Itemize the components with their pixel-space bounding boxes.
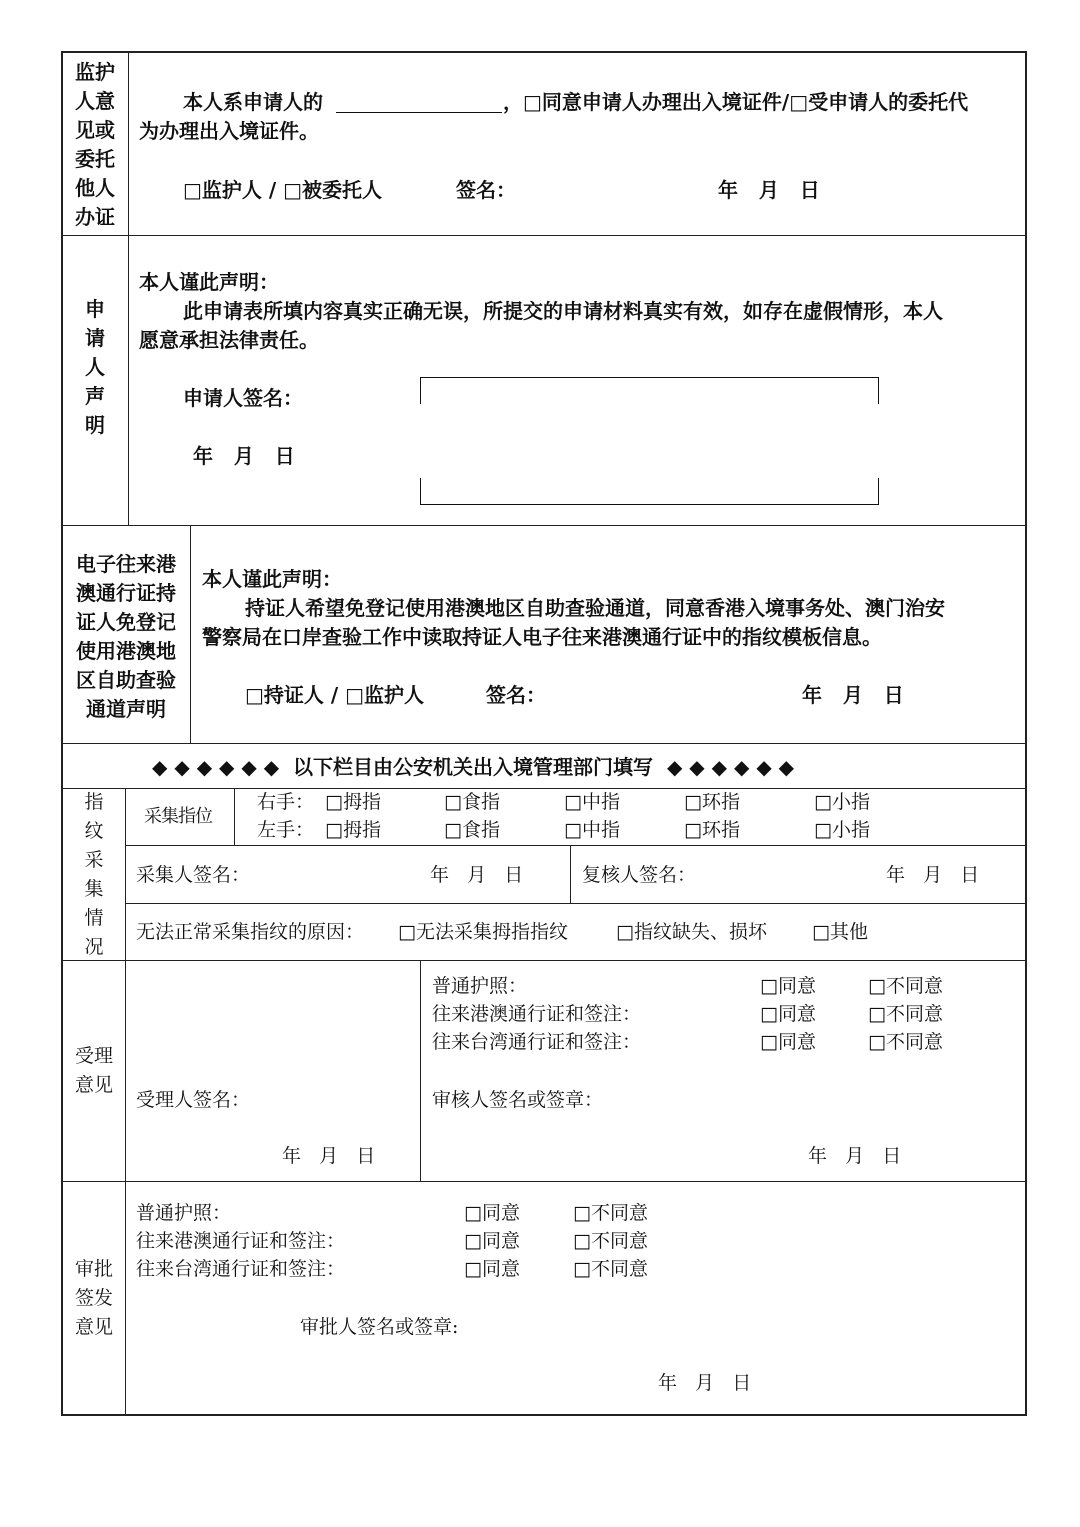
right-little-checkbox[interactable]: □小指 (814, 791, 870, 813)
auditor-date: 年 月 日 (808, 1145, 902, 1167)
guardian-label: 监护 人意 见或 委托 他人 办证 (75, 60, 115, 229)
divider (125, 845, 1027, 846)
acceptance-item-hkmo: 往来港澳通行证和签注： (432, 1003, 642, 1025)
divider (234, 788, 235, 845)
eep-sign-label: 签名： (486, 683, 546, 707)
left-ring-checkbox[interactable]: □环指 (684, 819, 740, 841)
left-hand-label: 左手： (257, 819, 315, 841)
acceptance-hkmo-agree[interactable]: □同意 (760, 1003, 816, 1025)
approval-tw-agree[interactable]: □同意 (464, 1258, 520, 1280)
divider (61, 743, 1027, 744)
approver-sign-label: 审批人签名或签章: (300, 1316, 459, 1338)
reviewer-date: 年 月 日 (886, 864, 980, 886)
guardian-date: 年 月 日 (718, 178, 820, 202)
guardian-sign-label: 签名： (456, 178, 516, 202)
left-little-checkbox[interactable]: □小指 (814, 819, 870, 841)
signature-box-top[interactable] (420, 377, 879, 404)
acceptance-hkmo-disagree[interactable]: □不同意 (868, 1003, 943, 1025)
collector-date: 年 月 日 (430, 864, 524, 886)
approval-passport-disagree[interactable]: □不同意 (573, 1202, 648, 1224)
relationship-blank[interactable] (336, 112, 502, 113)
acceptance-tw-disagree[interactable]: □不同意 (868, 1031, 943, 1053)
divider (190, 525, 191, 743)
receiver-sign-label: 受理人签名： (136, 1089, 251, 1111)
approval-item-hkmo: 往来港澳通行证和签注： (136, 1230, 346, 1252)
acceptance-item-tw: 往来台湾通行证和签注： (432, 1031, 642, 1053)
applicant-date: 年 月 日 (193, 444, 295, 468)
collector-sign-label: 采集人签名： (136, 864, 251, 886)
approval-date: 年 月 日 (658, 1372, 752, 1394)
fingerprint-section-label: 指 纹 采 集 情 况 (84, 791, 104, 958)
eep-declaration-body2: 警察局在口岸查验工作中读取持证人电子往来港澳通行证中的指纹模板信息。 (202, 625, 882, 649)
fingerprint-failure-label: 无法正常采集指纹的原因： (136, 921, 365, 943)
eep-role-checkboxes[interactable]: □持证人 / □监护人 (245, 683, 425, 707)
divider (420, 960, 421, 1181)
divider (125, 903, 1027, 904)
auditor-sign-label: 审核人签名或签章： (432, 1089, 604, 1111)
applicant-declaration-heading: 本人谨此声明： (139, 270, 279, 294)
guardian-role-checkboxes[interactable]: □监护人 / □被委托人 (183, 178, 383, 202)
divider (61, 525, 1027, 526)
failure-damaged-checkbox[interactable]: □指纹缺失、损坏 (616, 921, 767, 943)
acceptance-label: 受理 意见 (74, 1045, 113, 1096)
approval-hkmo-disagree[interactable]: □不同意 (573, 1230, 648, 1252)
eep-declaration-body1: 持证人希望免登记使用港澳地区自助查验通道，同意香港入境事务处、澳门治安 (245, 596, 945, 620)
right-middle-checkbox[interactable]: □中指 (564, 791, 620, 813)
divider (61, 960, 1027, 961)
divider (61, 1181, 1027, 1182)
right-ring-checkbox[interactable]: □环指 (684, 791, 740, 813)
applicant-sign-label: 申请人签名： (183, 386, 303, 410)
right-thumb-checkbox[interactable]: □拇指 (325, 791, 381, 813)
acceptance-passport-agree[interactable]: □同意 (760, 975, 816, 997)
approval-item-tw: 往来台湾通行证和签注： (136, 1258, 346, 1280)
receiver-date: 年 月 日 (282, 1145, 376, 1167)
acceptance-passport-disagree[interactable]: □不同意 (868, 975, 943, 997)
left-middle-checkbox[interactable]: □中指 (564, 819, 620, 841)
left-index-checkbox[interactable]: □食指 (444, 819, 500, 841)
right-hand-label: 右手： (257, 791, 315, 813)
applicant-declaration-body2: 愿意承担法律责任。 (139, 328, 319, 352)
left-thumb-checkbox[interactable]: □拇指 (325, 819, 381, 841)
acceptance-item-passport: 普通护照： (432, 975, 528, 997)
guardian-statement-line2: 为办理出入境证件。 (139, 119, 319, 143)
applicant-declaration-label: 申 请 人 声 明 (85, 297, 105, 437)
divider (61, 788, 1027, 789)
applicant-declaration-body1: 此申请表所填内容真实正确无误，所提交的申请材料真实有效，如存在虚假情形，本人 (183, 299, 943, 323)
eep-declaration-label: 电子往来港 澳通行证持 证人免登记 使用港澳地 区自助查验 通道声明 (76, 552, 176, 721)
reviewer-sign-label: 复核人签名： (582, 864, 697, 886)
approval-tw-disagree[interactable]: □不同意 (573, 1258, 648, 1280)
approval-item-passport: 普通护照： (136, 1202, 232, 1224)
acceptance-tw-agree[interactable]: □同意 (760, 1031, 816, 1053)
divider (128, 51, 129, 525)
right-index-checkbox[interactable]: □食指 (444, 791, 500, 813)
finger-position-label: 采集指位 (144, 806, 212, 827)
eep-declaration-heading: 本人谨此声明： (202, 567, 342, 591)
divider (125, 788, 126, 1415)
official-use-banner: ◆ ◆ ◆ ◆ ◆ ◆ 以下栏目由公安机关出入境管理部门填写 ◆ ◆ ◆ ◆ ◆ ◆ (152, 755, 795, 779)
guardian-statement-line1b: ，□同意申请人办理出入境证件/□受申请人的委托代 (503, 90, 969, 114)
approval-label: 审批 签发 意见 (74, 1258, 113, 1338)
approval-passport-agree[interactable]: □同意 (464, 1202, 520, 1224)
signature-box-bottom[interactable] (420, 478, 879, 505)
divider (570, 845, 571, 903)
failure-other-checkbox[interactable]: □其他 (812, 921, 868, 943)
failure-thumb-checkbox[interactable]: □无法采集拇指指纹 (398, 921, 568, 943)
approval-hkmo-agree[interactable]: □同意 (464, 1230, 520, 1252)
eep-date: 年 月 日 (802, 683, 904, 707)
guardian-statement-line1a: 本人系申请人的 (183, 90, 323, 114)
divider (61, 235, 1027, 236)
